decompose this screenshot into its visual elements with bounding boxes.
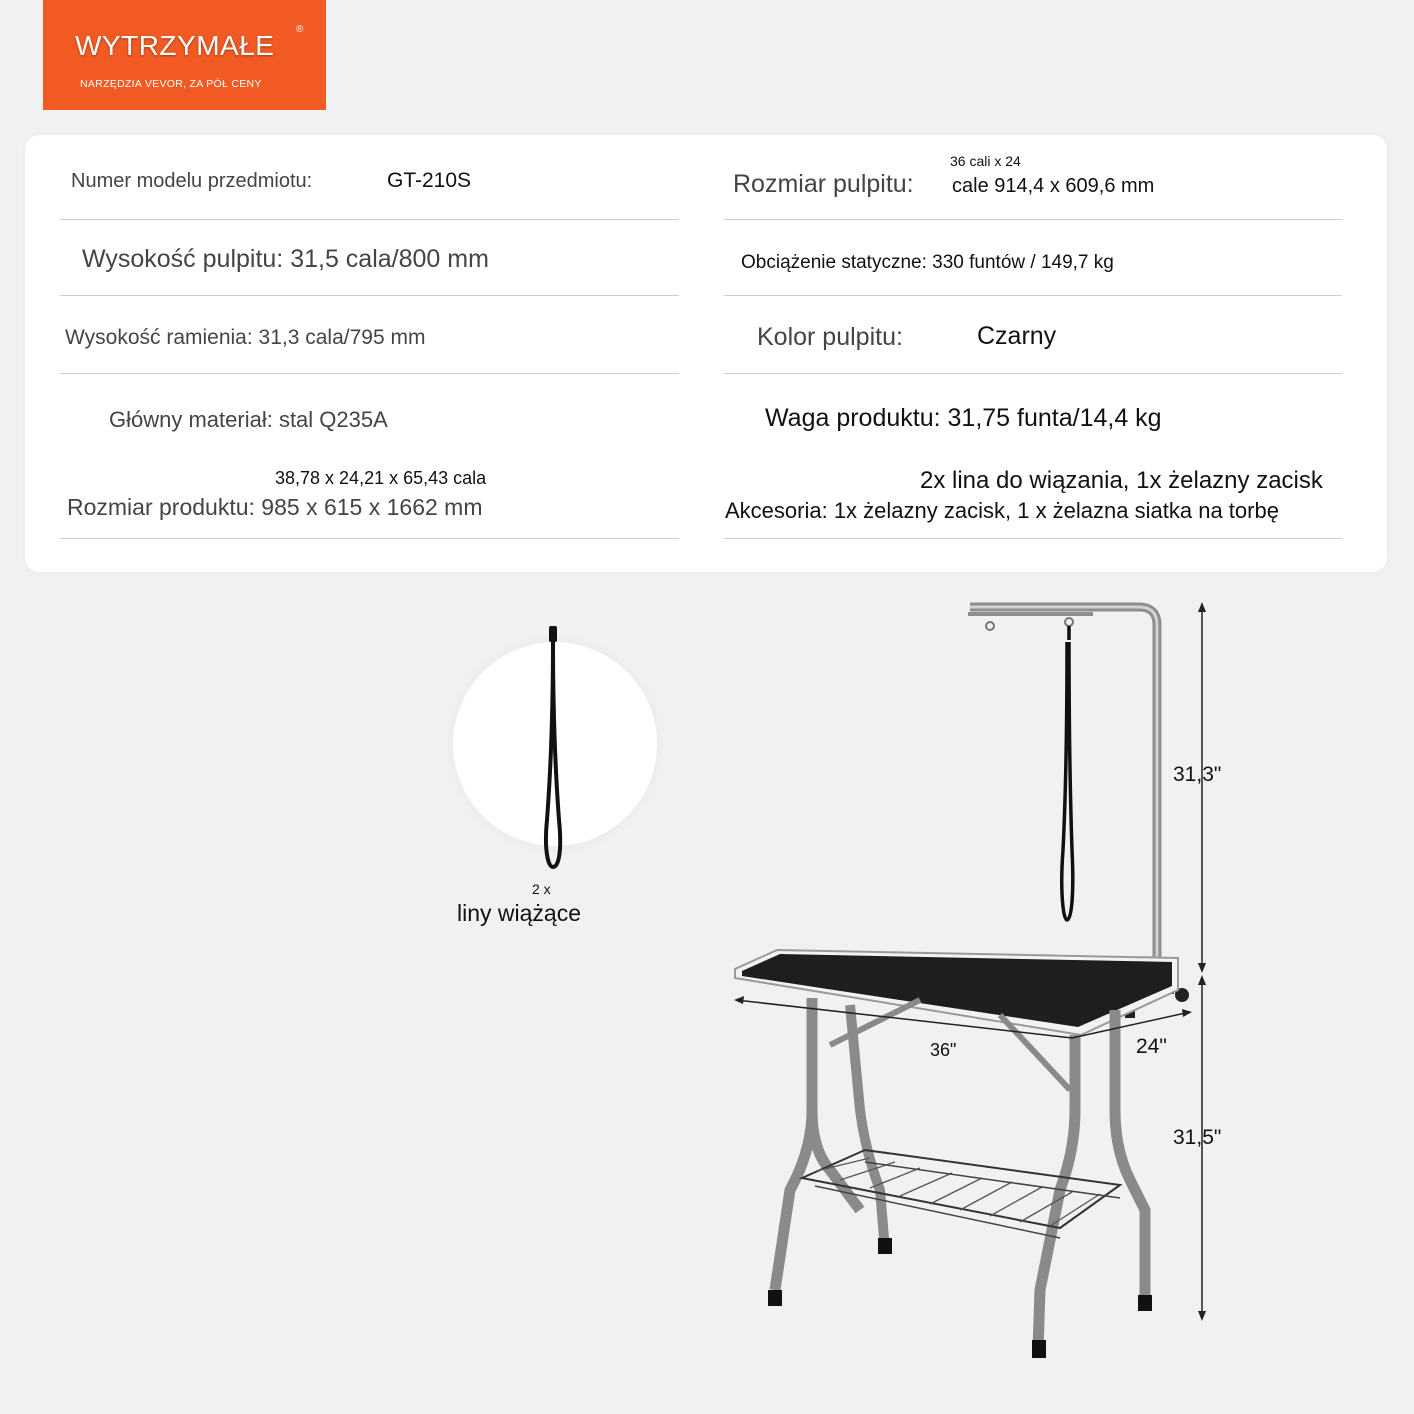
accessories: Akcesoria: 1x żelazny zacisk, 1 x żelazna siatka na torbę (725, 498, 1279, 523)
width-dimension-label: 24" (1136, 1035, 1167, 1058)
top-color-label: Kolor pulpitu: (757, 323, 903, 351)
table-height-dimension-label: 31,5" (1173, 1126, 1222, 1149)
top-size-value: cale 914,4 x 609,6 mm (952, 175, 1155, 197)
arm-height: Wysokość ramienia: 31,3 cala/795 mm (65, 326, 426, 349)
badge-subtitle: NARZĘDZIA VEVOR, ZA PÓŁ CENY (80, 78, 262, 90)
badge-title: WYTRZYMAŁE (75, 30, 275, 61)
arm-dimension-label: 31,3" (1173, 763, 1222, 786)
divider (724, 373, 1342, 374)
divider (724, 295, 1342, 296)
model-label: Numer modelu przedmiotu: (71, 170, 313, 192)
static-load: Obciążenie statyczne: 330 funtów / 149,7 kg (741, 252, 1114, 273)
length-dimension-label: 36" (930, 1040, 957, 1060)
product-size-inches: 38,78 x 24,21 x 65,43 cala (275, 468, 487, 488)
grooming-table-image (720, 590, 1240, 1400)
top-size-inches: 36 cali x 24 (950, 153, 1021, 169)
tie-rope-image (520, 620, 590, 880)
top-size-label: Rozmiar pulpitu: (733, 170, 914, 198)
product-weight: Waga produktu: 31,75 funta/14,4 kg (765, 404, 1162, 432)
model-value: GT-210S (387, 169, 472, 192)
main-material: Główny materiał: stal Q235A (109, 407, 388, 432)
top-color-value: Czarny (977, 322, 1057, 350)
divider (60, 373, 679, 374)
divider (60, 219, 679, 220)
brand-badge (43, 0, 326, 110)
registered-mark: ® (296, 24, 304, 35)
product-size: Rozmiar produktu: 985 x 615 x 1662 mm (67, 494, 483, 520)
loop-count: 2 x (532, 881, 551, 897)
accessories-line-1: 2x lina do wiązania, 1x żelazny zacisk (920, 467, 1323, 494)
divider (60, 538, 679, 539)
loop-label: liny wiążące (457, 900, 581, 926)
top-height: Wysokość pulpitu: 31,5 cala/800 mm (82, 245, 489, 273)
divider (724, 538, 1342, 539)
divider (724, 219, 1342, 220)
divider (60, 295, 679, 296)
